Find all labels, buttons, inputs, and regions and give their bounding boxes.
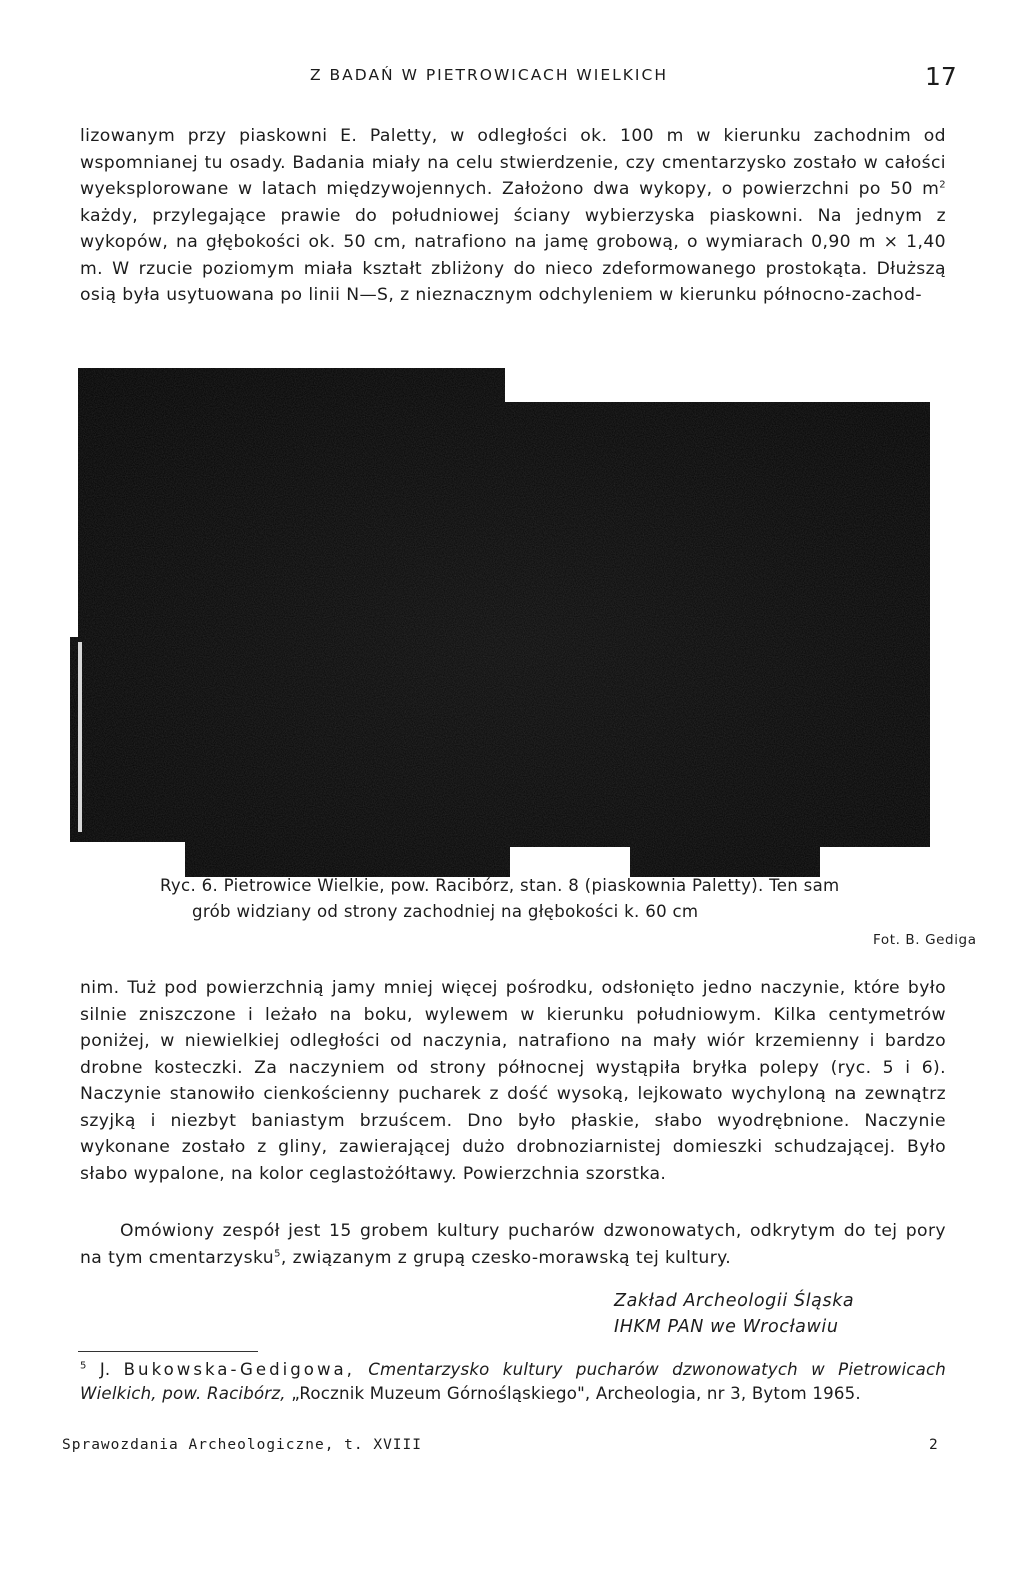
paragraph-1 [80, 123, 946, 309]
author-affiliation [614, 1288, 854, 1340]
photo-credit: Fot. B. Gediga [873, 932, 977, 948]
affiliation-line-1: Zakład Archeologii Śląska [614, 1291, 855, 1311]
footnote-title: Cmentarzysko kultury pucharów dzwonowatych w Pietrowicach Wielkich, pow. Racibórz, [80, 1360, 946, 1403]
footnote-source: „Rocznik Muzeum Górnośląskiego", Archeologia, nr 3, Bytom 1965. [291, 1384, 861, 1403]
footnote-ref-5: 5 [274, 1247, 281, 1259]
paragraph-3-text-rest: , związanym z grupą czesko-morawską tej kultury. [280, 1247, 732, 1268]
page-number: 17 [925, 62, 957, 91]
figure-caption [160, 873, 948, 925]
footnote-initial: J. [99, 1360, 111, 1379]
page-footer [0, 1437, 1024, 1467]
photo-grave-pit [70, 362, 950, 877]
superscript-2: 2 [939, 179, 946, 191]
page-header [0, 58, 1024, 98]
journal-name: Sprawozdania Archeologiczne, t. XVIII [62, 1437, 423, 1453]
caption-line-2: grób widziany od strony zachodniej na głębokości k. 60 cm [192, 902, 699, 921]
footnote-divider [78, 1351, 258, 1352]
paragraph-3 [80, 1218, 946, 1271]
footnote-author: Bukowska-Gedigowa, [123, 1360, 355, 1379]
running-head: Z BADAŃ W PIETROWICACH WIELKICH [310, 66, 668, 84]
sheet-signature: 2 [929, 1437, 938, 1453]
paragraph-2: nim. Tuż pod powierzchnią jamy mniej więcej pośrodku, odsłonięto jedno naczynie, które było silnie zniszczone i leżało na boku, wylewem w kierunku południowym. Kilka centymetrów poniżej, w niewielkiej odległości od naczynia, natrafiono na mały wiór krzemienny i bardzo drobne kosteczki. Za naczyniem od strony północnej wystąpiła bryłka polepy (ryc. 5 i 6). Naczynie stanowiło cienkościenny pucharek z dość wysoką, lejkowato wychyloną na zewnątrz szyjką i niezbyt baniastym brzuścem. Dno było płaskie, słabo wyodrębnione. Naczynie wykonane zostało z gliny, zawierającej dużo drobnoziarnistej domieszki schudzającej. Było słabo wypalone, na kolor ceglastożółtawy. Powierzchnia szorstka. [80, 978, 946, 1184]
footnote-5 [80, 1358, 946, 1406]
caption-line-1: Pietrowice Wielkie, pow. Racibórz, stan. 8 (piaskownia Paletty). Ten sam [223, 876, 840, 895]
paragraph-1-text-rest: każdy, przylegające prawie do południowej ściany wybierzyska piaskowni. Na jednym z wykopów, na głębokości ok. 50 cm, natrafiono na jamę grobową, o wymiarach 0,90 m × 1,40 m. W rzucie poziomym miała kształt zbliżony do nieco zdeformowanego prostokąta. Dłuższą osią była usytuowana po linii N—S, z nieznacznym odchyleniem w kierunku północno-zachod- [80, 205, 946, 305]
paragraph-3-text: Omówiony zespół jest 15 grobem kultury pucharów dzwonowatych, odkrytym do tej pory na tym cmentarzysku [80, 1221, 946, 1268]
footnote-mark: 5 [80, 1360, 87, 1372]
figure-label: Ryc. 6. [160, 876, 219, 895]
figure-photo [70, 362, 950, 877]
paragraph-1-text: lizowanym przy piaskowni E. Paletty, w odległości ok. 100 m w kierunku zachodnim od wspomnianej tu osady. Badania miały na celu stwierdzenie, czy cmentarzysko zostało w całości wyeksplorowane w latach międzywojennych. Założono dwa wykopy, o powierzchni po 50 m [80, 126, 946, 199]
affiliation-line-2: IHKM PAN we Wrocławiu [614, 1317, 839, 1337]
